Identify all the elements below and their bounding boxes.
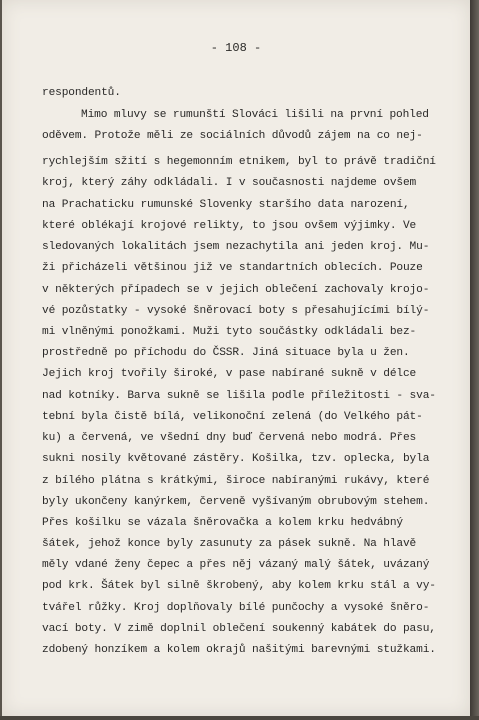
text-line: ži přicházeli většinou již ve standartních oblecích. Pouze bbox=[42, 262, 423, 274]
text-line: ku) a červená, ve všední dny buď červená nebo modrá. Přes bbox=[42, 432, 417, 444]
text-line: sukni nosily květované zástěry. Košilka, tzv. oplecka, byla bbox=[42, 453, 430, 465]
text-line: oděvem. Protože měli ze sociálních důvodů zájem na co nej- bbox=[42, 130, 423, 142]
text-line: vací boty. V zimě doplnil oblečení soukenný kabátek do pasu, bbox=[42, 623, 436, 635]
text-line: tební byla čistě bílá, velikonoční zelená (do Velkého pát- bbox=[42, 411, 423, 423]
text-line: zdobený honzíkem a kolem okrajů našitými barevnými stužkami. bbox=[42, 644, 436, 656]
text-line: prostředně po příchodu do ČSSR. Jiná situace byla u žen. bbox=[42, 347, 410, 359]
text-line: mi vlněnými ponožkami. Muži tyto součástky odkládali bez- bbox=[42, 326, 417, 338]
page-number: - 108 - bbox=[210, 41, 262, 55]
text-line: kroj, který záhy odkládali. I v současnosti najdeme ovšem bbox=[42, 177, 417, 189]
document-page bbox=[2, 0, 470, 716]
text-line: pod krk. Šátek byl silně škrobený, aby kolem krku stál a vy- bbox=[42, 580, 436, 592]
text-line: měly vdané ženy čepec a přes něj vázaný malý šátek, uvázaný bbox=[42, 559, 430, 571]
page-edge-shadow bbox=[470, 0, 479, 720]
text-line: šátek, jehož konce byly zasunuty za pásek sukně. Na hlavě bbox=[42, 538, 417, 550]
text-line: Mimo mluvy se rumunští Slováci lišili na první pohled bbox=[81, 109, 429, 121]
text-line: tvářel růžky. Kroj doplňovaly bílé punčochy a vysoké šněro- bbox=[42, 602, 430, 614]
text-line: respondentů. bbox=[42, 87, 121, 99]
text-line: Přes košilku se vázala šněrovačka a kolem krku hedvábný bbox=[42, 517, 403, 529]
text-line: vé pozůstatky - vysoké šněrovací boty s přesahujícími bílý- bbox=[42, 305, 430, 317]
text-line: které oblékají krojové relikty, to jsou ovšem výjimky. Ve bbox=[42, 220, 417, 232]
text-line: nad kotníky. Barva sukně se lišila podle příležitosti - sva- bbox=[42, 390, 436, 402]
text-line: z bílého plátna s krátkými, široce nabíranými rukávy, které bbox=[42, 475, 430, 487]
text-line: v některých případech se v jejich oblečení zachovaly krojo- bbox=[42, 284, 430, 296]
text-line: na Prachaticku rumunské Slovenky staršího data narození, bbox=[42, 199, 410, 211]
text-line: byly ukončeny kanýrkem, červeně vyšívaným obrubovým stehem. bbox=[42, 496, 430, 508]
page-bottom-edge bbox=[0, 716, 479, 720]
text-line: rychlejším sžití s hegemonním etnikem, byl to právě tradiční bbox=[42, 156, 436, 168]
text-line: sledovaných lokalitách jsem nezachytila ani jeden kroj. Mu- bbox=[42, 241, 430, 253]
text-line: Jejich kroj tvořily široké, v pase nabírané sukně v délce bbox=[42, 368, 417, 380]
